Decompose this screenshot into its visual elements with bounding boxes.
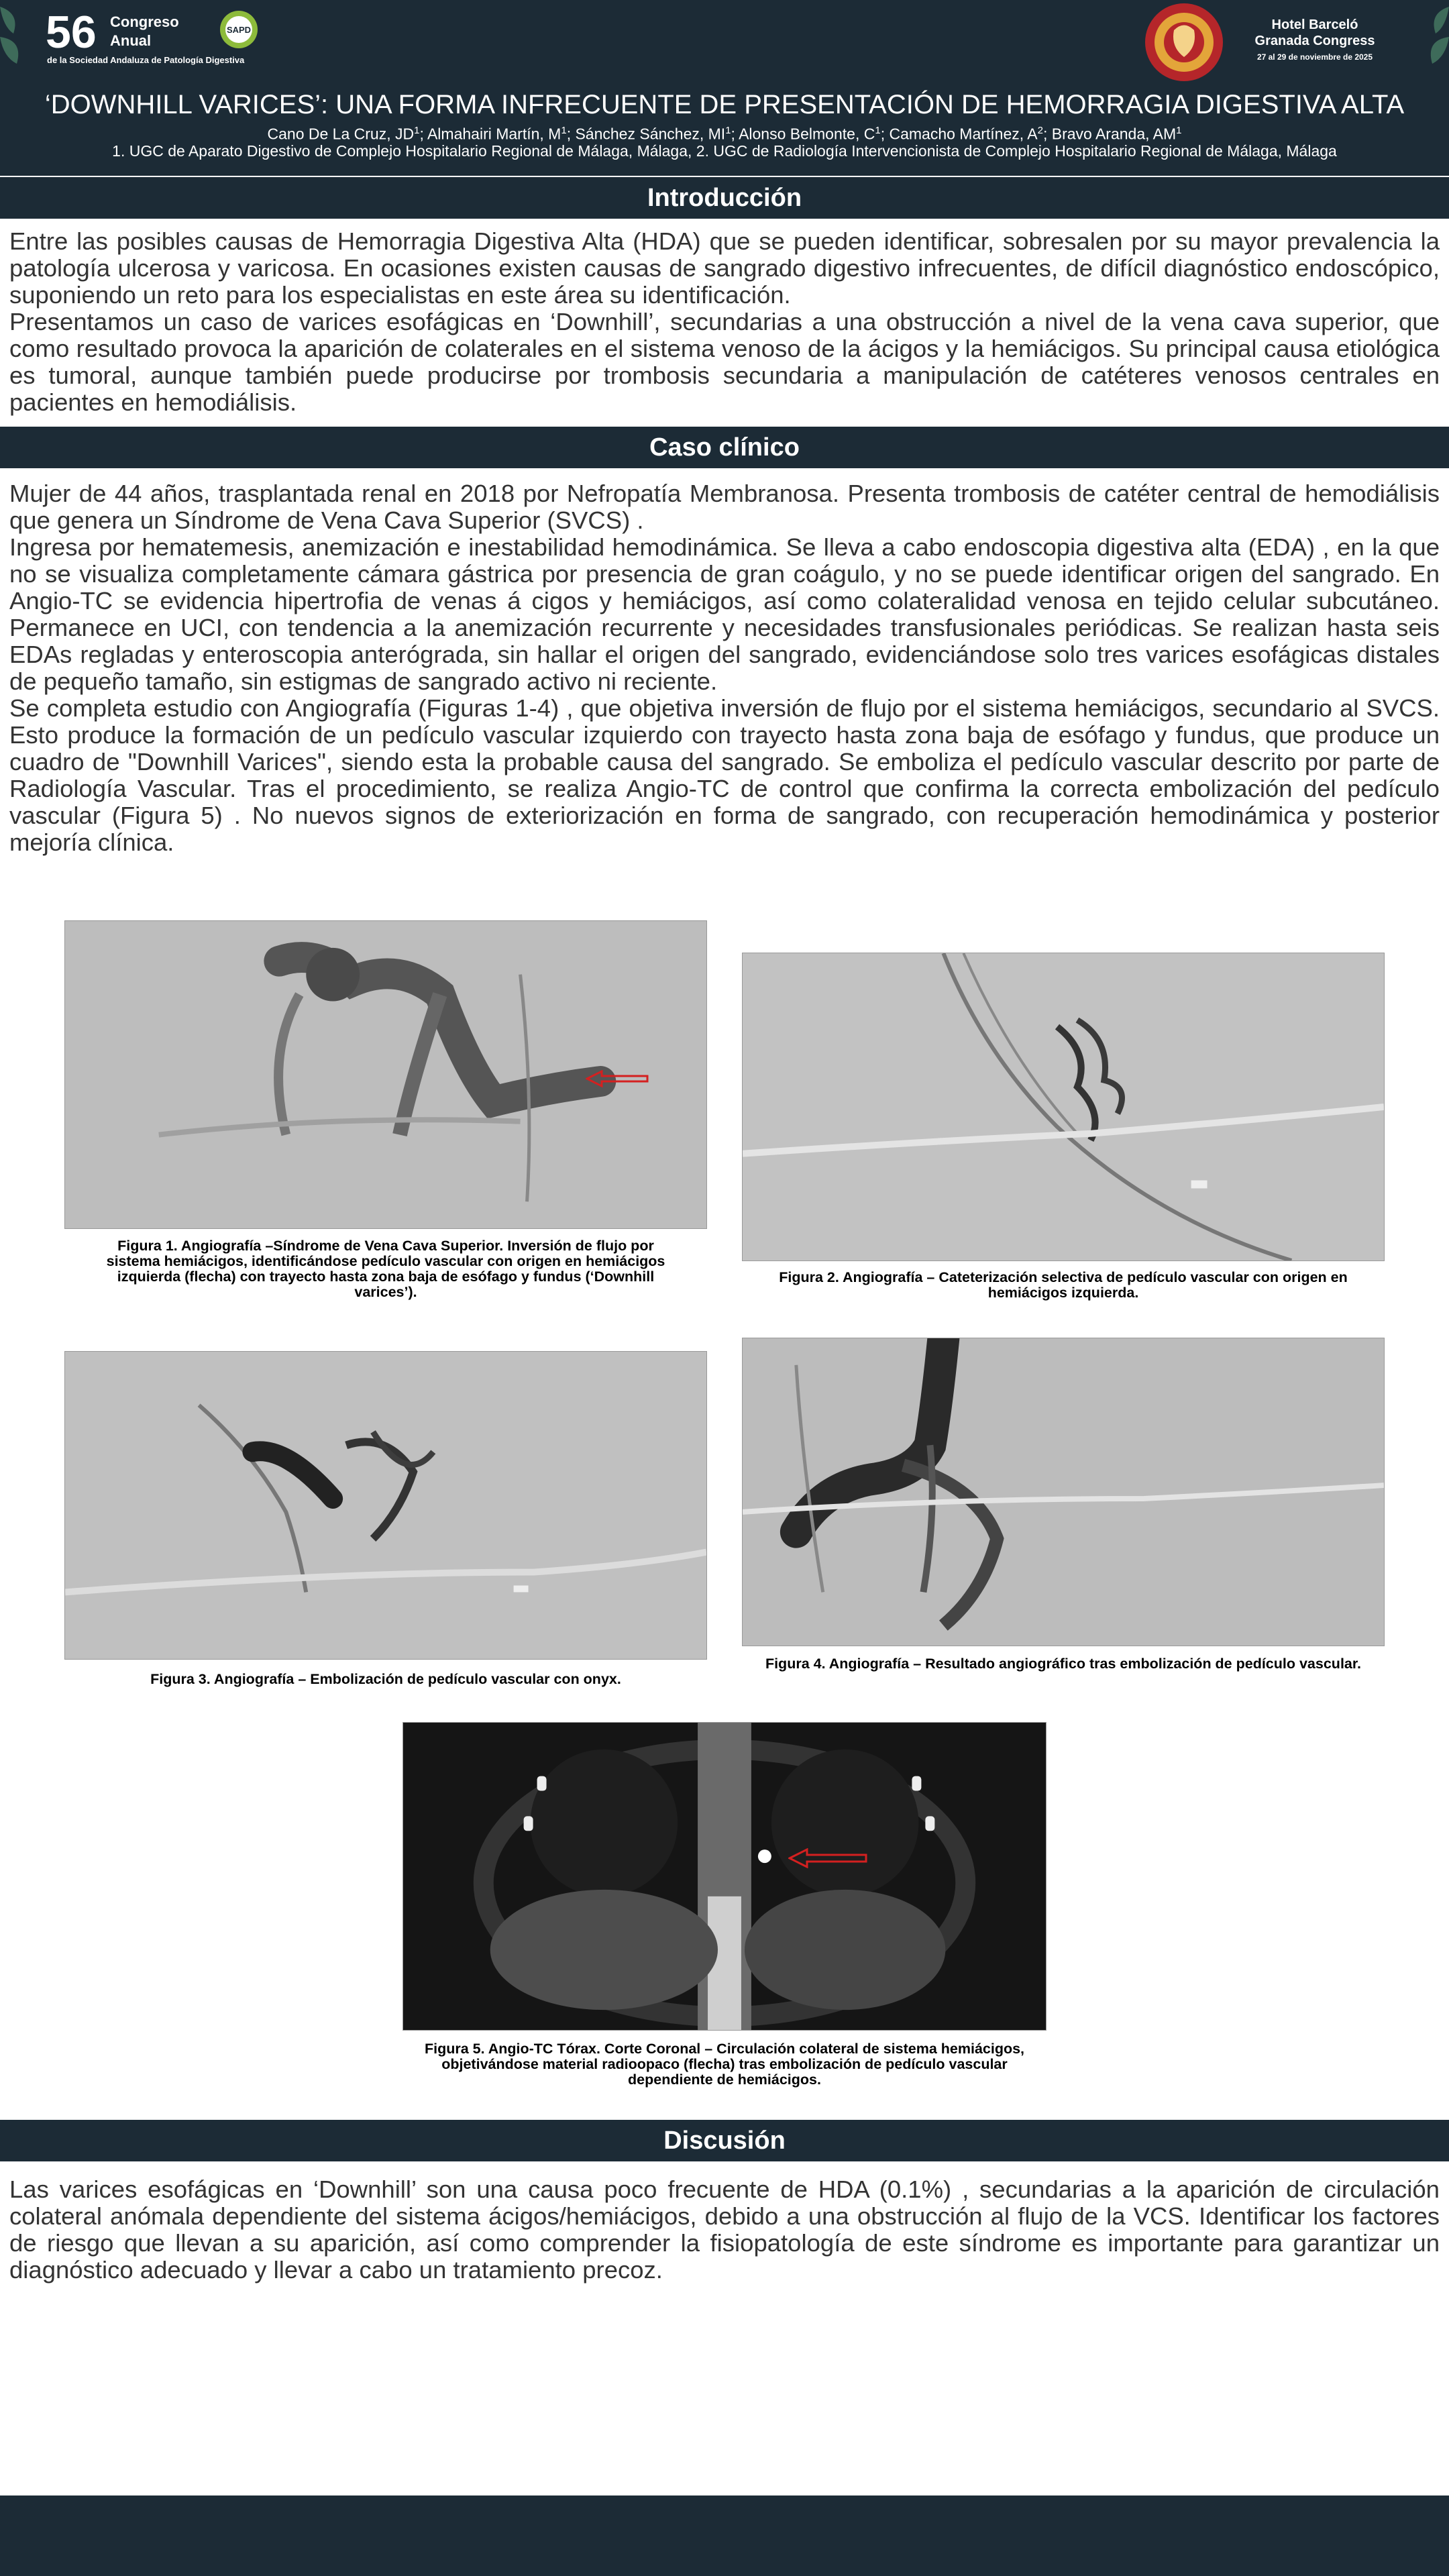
society-name: de la Sociedad Andaluza de Patología Digestiva [47,55,245,65]
author-name: Almahairi Martín, M [427,125,561,143]
author-name: Alonso Belmonte, C [739,125,875,143]
figure-5-image [402,1722,1046,2031]
figure-2-image [742,953,1385,1261]
arrow-icon [586,1070,649,1087]
annual-word: Anual [110,32,152,49]
figure-1-image [64,920,707,1229]
congress-number: 56 [46,7,97,58]
figure-2-caption: Figura 2. Angiografía – Cateterización selectiva de pedículo vascular con origen en hemiácigos izquierda. [779,1269,1348,1301]
arrow-icon [788,1848,867,1868]
author-name: Sánchez Sánchez, MI [575,125,726,143]
author-affiliation-number: 1 [725,125,731,136]
affiliations: 1. UGC de Aparato Digestivo de Complejo Hospitalario Regional de Málaga, Málaga, 2. UGC de Radiología Intervencionista de Complejo Hospitalario Regional de Málaga, Málaga [112,142,1337,160]
congress-dates: 27 al 29 de noviembre de 2025 [1256,52,1373,62]
case-paragraph: Se completa estudio con Angiografía (Figuras 1-4) , que objetiva inversión de flujo por el sistema hemiácigos, secundario al SVCS. Esto produce la formación de un pedículo vascular izquierdo con trayecto hasta zona baja de esófago y fundus, que produce un cuadro de "Downhill Varices", siendo esta la probable causa del sangrado. Se emboliza el pedículo vascular descrito por parte de Radiología Vascular. Tras el procedimiento, se realiza Angio-TC de control que confirma la correcta embolización del pedículo vascular (Figura 5) . No nuevos signos de exteriorización en forma de sangrado, con recuperación hemodinámica y posterior mejoría clínica. [9,694,1440,856]
section-header-discussion: Discusión [0,2120,1449,2161]
author-affiliation-number: 1 [1176,125,1182,136]
svg-text:SAPD: SAPD [226,25,252,35]
author-affiliation-number: 1 [561,125,567,136]
section-header-introduction: Introducción [0,177,1449,219]
introduction-text [9,228,1440,416]
figure-4-caption: Figura 4. Angiografía – Resultado angiográfico tras embolización de pedículo vascular. [765,1656,1362,1672]
author-name: Camacho Martínez, A [889,125,1038,143]
author-list: Cano De La Cruz, $JD^1$; Almahairi Martín, $M^1$; Sánchez Sánchez, $MI^1$; Alonso Belmonte, $C^1$; Camacho Martínez, $A^2$; Bravo Aranda, $AM^1$ [267,125,1182,143]
leaf-decoration-icon [0,0,34,80]
intro-paragraph: Presentamos un caso de varices esofágicas en ‘Downhill’, secundarias a una obstrucción a nivel de la vena cava superior, que como resultado provoca la aparición de colaterales en el sistema venoso de la ácigos y la hemiácigos. Su principal causa etiológica es tumoral, aunque también puede producirse por trombosis secundaria a manipulación de catéteres venosos centrales en pacientes en hemodiálisis. [9,308,1440,416]
figure-1-caption: Figura 1. Angiografía –Síndrome de Vena Cava Superior. Inversión de flujo por sistema hemiácigos, identificándose pedículo vascular con origen en hemiácigos izquierda (flecha) con trayecto hasta zona baja de esófago y fundus (‘Downhill varices’). [106,1238,665,1300]
author-affiliation-number: 1 [414,125,420,136]
figure-4-image [742,1338,1385,1646]
author-name: Bravo Aranda, AM [1051,125,1177,143]
hotel-venue: Granada Congress [1254,34,1375,48]
figure-3-caption: Figura 3. Angiografía – Embolización de pedículo vascular con onyx. [150,1671,621,1687]
leaf-decoration-icon [1415,0,1449,80]
figure-5-caption: Figura 5. Angio-TC Tórax. Corte Coronal – Circulación colateral de sistema hemiácigos, objetivándose material radioopaco (flecha) tras embolización de pedículo vascular dependiente de hemiácigos. [424,2041,1025,2088]
case-paragraph: Mujer de 44 años, trasplantada renal en 2018 por Nefropatía Membranosa. Presenta trombosis de catéter central de hemodiálisis que genera un Síndrome de Vena Cava Superior (SVCS) . [9,480,1440,534]
section-header-case: Caso clínico [0,427,1449,468]
sapd-logo-icon [219,9,259,50]
hotel-name: Hotel Barceló [1271,17,1358,32]
poster-header [0,0,1449,176]
author-affiliation-number: 1 [875,125,881,136]
author-affiliation-number: 2 [1037,125,1043,136]
congress-seal-icon [1140,0,1228,85]
case-paragraph: Ingresa por hematemesis, anemización e inestabilidad hemodinámica. Se lleva a cabo endoscopia digestiva alta (EDA) , en la que no se visualiza completamente cámara gástrica por presencia de gran coágulo, y no se puede identificar origen del sangrado. En Angio-TC se evidencia hipertrofia de venas á cigos y hemiácigos, así como colateralidad venosa en tejido celular subcutáneo. Permanece en UCI, con tendencia a la anemización recurrente y necesidades transfusionales periódicas. Se realizan hasta seis EDAs regladas y enteroscopia anterógrada, sin hallar el origen del sangrado, evidenciándose solo tres varices esofágicas distales de pequeño tamaño, sin estigmas de sangrado activo ni reciente. [9,533,1440,695]
congress-word: Congreso [110,13,179,30]
poster-title: ‘DOWNHILL VARICES’: UNA FORMA INFRECUENTE DE PRESENTACIÓN DE HEMORRAGIA DIGESTIVA ALTA [44,90,1405,119]
author-name: Cano De La Cruz, JD [267,125,415,143]
poster-footer [0,2496,1449,2576]
figure-3-image [64,1351,707,1660]
case-text [9,480,1440,856]
discussion-text [9,2176,1440,2284]
intro-paragraph: Entre las posibles causas de Hemorragia Digestiva Alta (HDA) que se pueden identificar, sobresalen por su mayor prevalencia la patología ulcerosa y varicosa. En ocasiones existen causas de sangrado digestivo infrecuentes, de difícil diagnóstico endoscópico, suponiendo un reto para los especialistas en este área su identificación. [9,227,1440,309]
discussion-paragraph: Las varices esofágicas en ‘Downhill’ son una causa poco frecuente de HDA (0.1%) , secundarias a la aparición de circulación colateral anómala dependiente del sistema ácigos/hemiácigos, debido a una obstrucción al flujo de la VCS. Identificar los factores de riesgo que llevan a su aparición, así como comprender la fisiopatología de este síndrome es importante para garantizar un diagnóstico adecuado y llevar a cabo un tratamiento precoz. [9,2176,1440,2284]
